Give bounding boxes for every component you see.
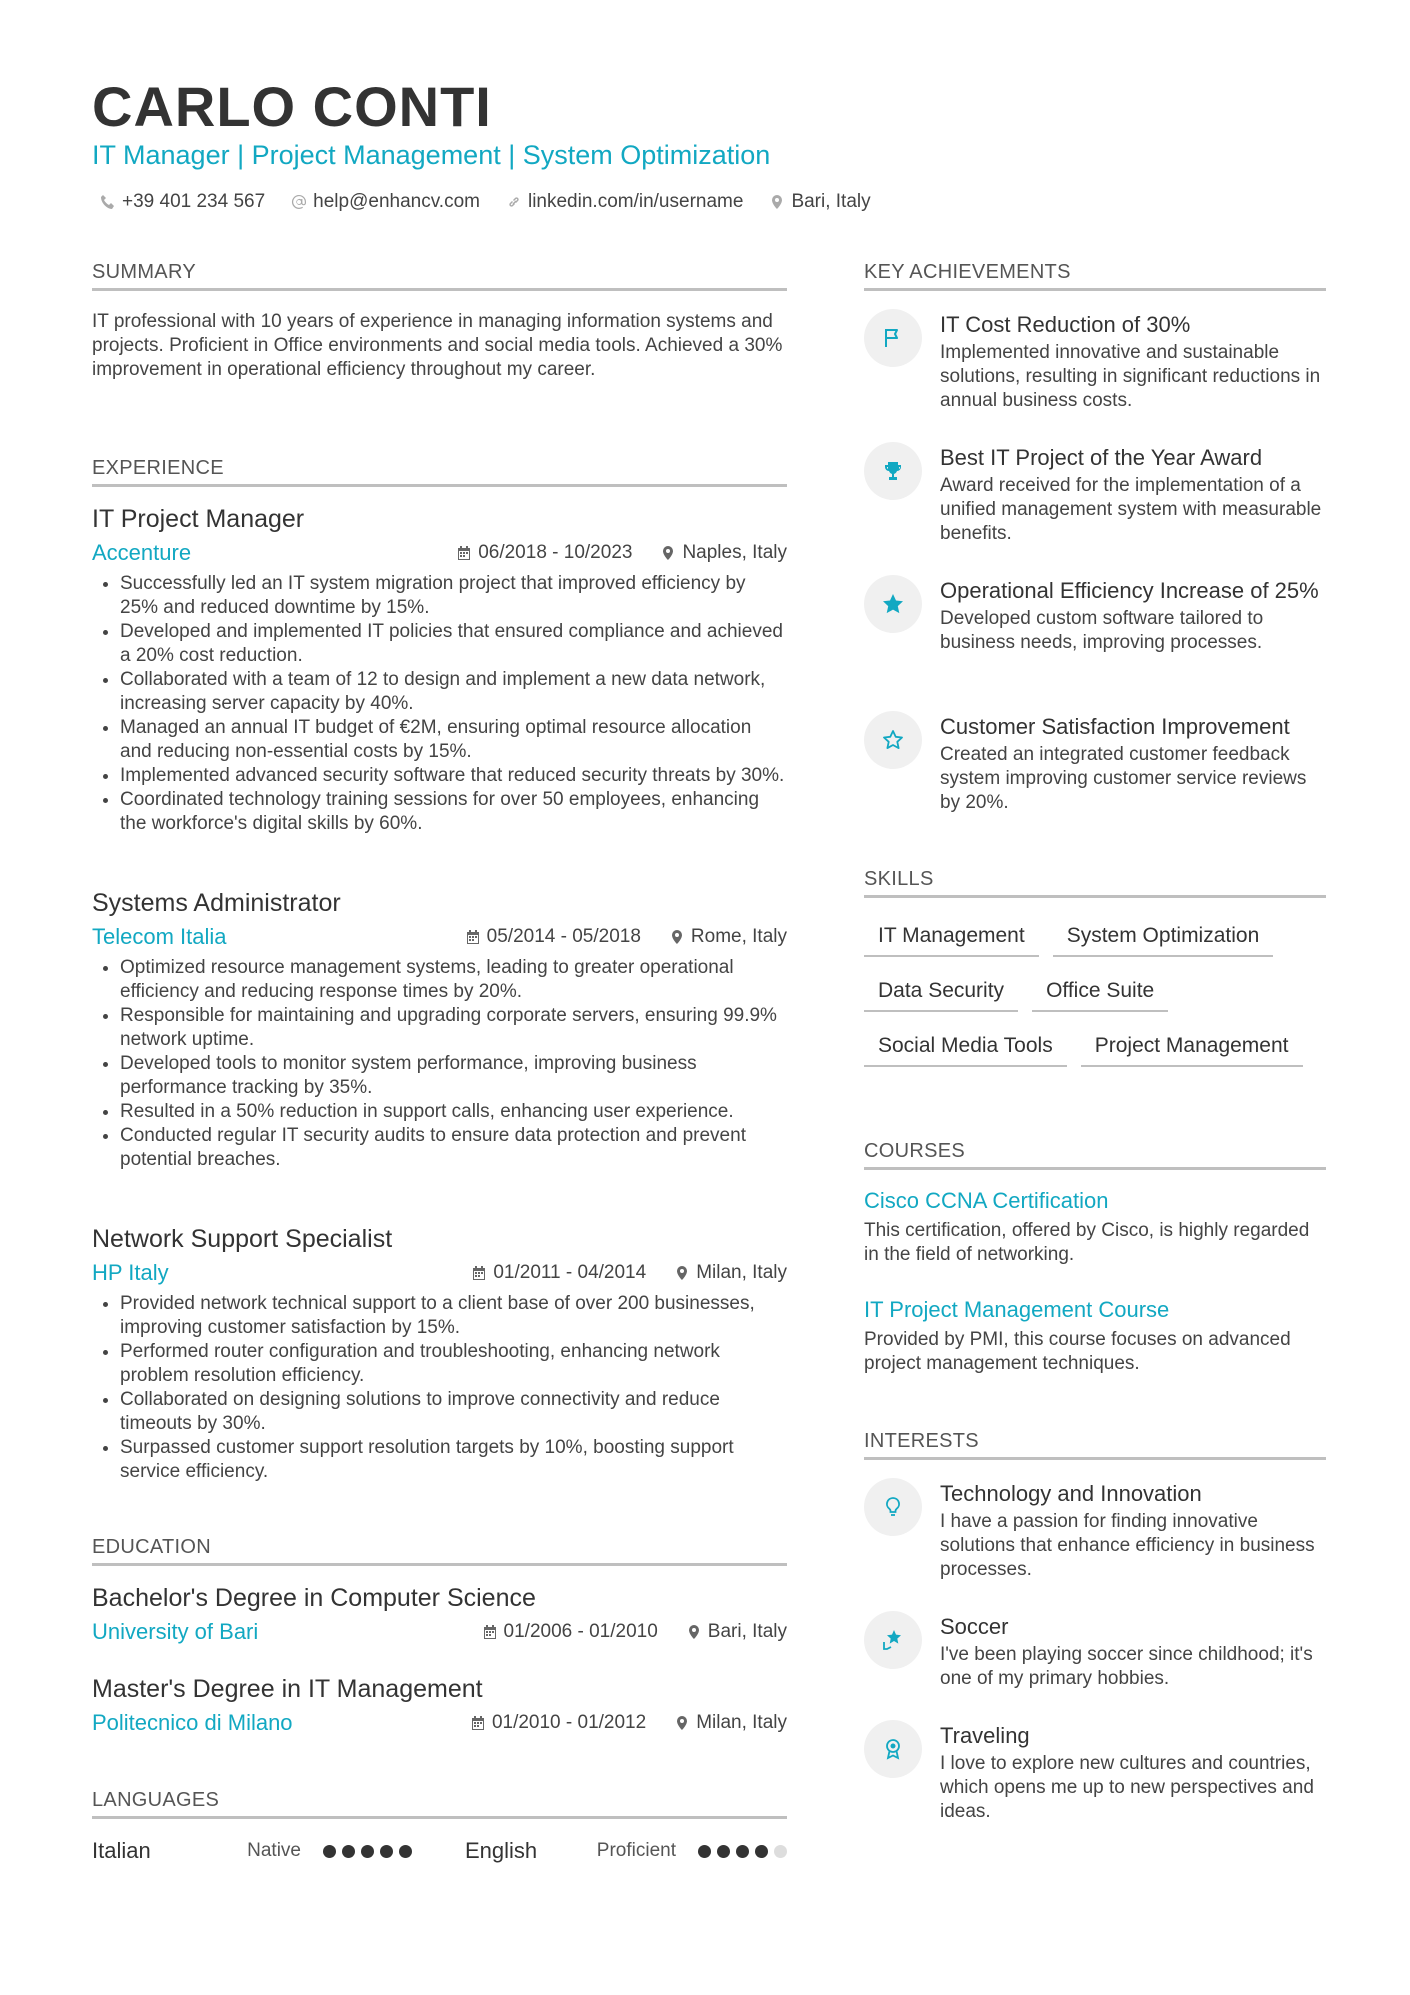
language-level: Native [247,1840,301,1861]
bullet: • Implemented advanced security software that reduced security threats by 30%. [120,764,787,788]
achievement-item [864,442,1326,546]
course-title: Cisco CCNA Certification [864,1188,1109,1213]
rating-dot-filled [380,1845,393,1858]
bullet: • Conducted regular IT security audits to ensure data protection and prevent potential breaches. [120,1124,787,1172]
job-title: Network Support Specialist [92,1225,393,1253]
star-filled-icon [881,592,905,616]
job-dates: 01/2011 - 04/2014 [471,1262,646,1284]
interest-text: I love to explore new cultures and countries, which opens me up to new perspectives and ideas. [940,1753,1314,1822]
education-dates: 01/2006 - 01/2010 [482,1621,658,1643]
skill-tag: IT Management [864,924,1039,957]
candidate-name: CARLO CONTI [92,75,492,138]
contact-location: Bari, Italy [769,191,870,213]
interest-item [864,1611,1326,1691]
language-rating [698,1845,787,1858]
bullet: • Managed an annual IT budget of €2M, ensuring optimal resource allocation and reducing non-essential costs by 15%. [120,716,787,764]
experience-section-title: EXPERIENCE [92,457,787,487]
job-bullets [92,1292,787,1484]
job-title: IT Project Manager [92,505,305,533]
interests-section-title: INTERESTS [864,1430,1326,1460]
summary-section-title: SUMMARY [92,261,787,291]
education-item [92,1584,787,1645]
contact-phone[interactable]: +39 401 234 567 [100,191,265,213]
achievement-title: Customer Satisfaction Improvement [940,714,1290,739]
bullet: • Performed router configuration and troubleshooting, enhancing network problem resolution efficiency. [120,1340,787,1388]
bullet: • Responsible for maintaining and upgrading corporate servers, ensuring 99.9% network uptime. [120,1004,787,1052]
badge-icon [881,1737,905,1761]
rating-dot-filled [361,1845,374,1858]
interest-title: Soccer [940,1614,1009,1639]
at-icon [291,194,307,210]
interest-title: Traveling [940,1723,1030,1748]
degree-title: Bachelor's Degree in Computer Science [92,1584,536,1612]
rating-dot-filled [323,1845,336,1858]
rating-dot-empty [774,1845,787,1858]
languages-list [92,1838,787,1864]
map-pin-icon [660,545,676,561]
experience-item [92,889,787,1172]
education-location: Bari, Italy [686,1621,787,1643]
calendar-icon [456,545,472,561]
skill-tag: Office Suite [1032,979,1168,1012]
skills-section-title: SKILLS [864,868,1326,898]
education-section-title: EDUCATION [92,1536,787,1566]
bullet: • Provided network technical support to a client base of over 200 businesses, improving customer satisfaction by 15%. [120,1292,787,1340]
course-title: IT Project Management Course [864,1297,1170,1322]
course-text: This certification, offered by Cisco, is highly regarded in the field of networking. [864,1220,1310,1265]
calendar-icon [471,1265,487,1281]
interest-item [864,1720,1326,1824]
calendar-icon [465,929,481,945]
language-rating [323,1845,412,1858]
company-name: Telecom Italia [92,924,227,949]
rating-dot-filled [399,1845,412,1858]
contact-bar [100,191,871,213]
achievements-section-title: KEY ACHIEVEMENTS [864,261,1326,291]
achievement-text: Implemented innovative and sustainable solutions, resulting in significant reductions in annual business costs. [940,342,1321,411]
bullet: • Optimized resource management systems, leading to greater operational efficiency and reducing response times by 20%. [120,956,787,1004]
calendar-icon [482,1624,498,1640]
bullet: • Resulted in a 50% reduction in support calls, enhancing user experience. [120,1100,787,1124]
map-pin-icon [669,929,685,945]
job-bullets [92,572,787,836]
map-pin-icon [686,1624,702,1640]
achievement-text: Developed custom software tailored to business needs, improving processes. [940,608,1264,653]
map-pin-icon [674,1715,690,1731]
achievement-title: Best IT Project of the Year Award [940,445,1263,470]
school-name: University of Bari [92,1619,259,1644]
interest-text: I have a passion for finding innovative solutions that enhance efficiency in business processes. [940,1511,1315,1580]
education-location: Milan, Italy [674,1712,787,1734]
job-dates: 06/2018 - 10/2023 [456,542,632,564]
map-pin-icon [769,194,785,210]
skill-tag: Social Media Tools [864,1034,1067,1067]
company-name: HP Italy [92,1260,169,1285]
rating-dot-filled [342,1845,355,1858]
languages-section-title: LANGUAGES [92,1789,787,1819]
achievement-item [864,711,1326,815]
interest-text: I've been playing soccer since childhood; it's one of my primary hobbies. [940,1644,1313,1689]
achievement-text: Award received for the implementation of a unified management system with measurable benefits. [940,475,1322,544]
job-location: Rome, Italy [669,926,787,948]
bullet: • Collaborated on designing solutions to improve connectivity and reduce timeouts by 30%. [120,1388,787,1436]
rating-dot-filled [736,1845,749,1858]
lightbulb-icon [881,1495,905,1519]
link-icon [506,194,522,210]
trophy-icon [881,459,905,483]
school-name: Politecnico di Milano [92,1710,293,1735]
rating-dot-filled [717,1845,730,1858]
language-item [465,1838,787,1864]
job-location: Milan, Italy [674,1262,787,1284]
bullet: • Coordinated technology training sessions for over 50 employees, enhancing the workforce's digital skills by 60%. [120,788,787,836]
bullet: • Developed and implemented IT policies that ensured compliance and achieved a 20% cost reduction. [120,620,787,668]
achievement-title: IT Cost Reduction of 30% [940,312,1191,337]
headline: IT Manager | Project Management | System Optimization [92,140,771,170]
job-dates: 05/2014 - 05/2018 [465,926,641,948]
language-name: English [465,1838,538,1863]
bullet: • Successfully led an IT system migration project that improved efficiency by 25% and reduced downtime by 15%. [120,572,787,620]
rating-dot-filled [698,1845,711,1858]
skill-tag: System Optimization [1053,924,1274,957]
contact-email[interactable]: help@enhancv.com [291,191,480,213]
experience-item [92,505,787,836]
course-item [864,1188,1326,1267]
language-item [92,1838,412,1864]
interest-title: Technology and Innovation [940,1481,1202,1506]
skill-tag: Data Security [864,979,1018,1012]
bullet: • Collaborated with a team of 12 to design and implement a new data network, increasing server capacity by 40%. [120,668,787,716]
skill-tag: Project Management [1081,1034,1303,1067]
phone-icon [100,194,116,210]
experience-item [92,1225,787,1484]
star-hand-icon [881,1628,905,1652]
achievement-text: Created an integrated customer feedback system improving customer service reviews by 20%. [940,744,1307,813]
calendar-icon [470,1715,486,1731]
achievement-title: Operational Efficiency Increase of 25% [940,578,1319,603]
map-pin-icon [674,1265,690,1281]
star-outline-icon [881,728,905,752]
achievement-item [864,575,1326,655]
rating-dot-filled [755,1845,768,1858]
education-item [92,1675,787,1736]
job-location: Naples, Italy [660,542,787,564]
course-text: Provided by PMI, this course focuses on advanced project management techniques. [864,1329,1291,1374]
company-name: Accenture [92,540,192,565]
contact-linkedin[interactable]: linkedin.com/in/username [506,191,743,213]
bullet: • Surpassed customer support resolution targets by 10%, boosting support service efficiency. [120,1436,787,1484]
course-item [864,1297,1326,1376]
skills-list [864,924,1334,1067]
summary-text: IT professional with 10 years of experience in managing information systems and projects. Proficient in Office environments and social media tools. Achieved a 30% improvement in operational efficiency throughout my career. [92,311,783,380]
achievement-item [864,309,1326,413]
courses-section-title: COURSES [864,1140,1326,1170]
language-name: Italian [92,1838,151,1863]
flag-icon [881,326,905,350]
interest-item [864,1478,1326,1582]
degree-title: Master's Degree in IT Management [92,1675,483,1703]
education-dates: 01/2010 - 01/2012 [470,1712,646,1734]
language-level: Proficient [596,1840,676,1861]
bullet: • Developed tools to monitor system performance, improving business performance tracking by 35%. [120,1052,787,1100]
job-title: Systems Administrator [92,889,341,917]
job-bullets [92,956,787,1172]
